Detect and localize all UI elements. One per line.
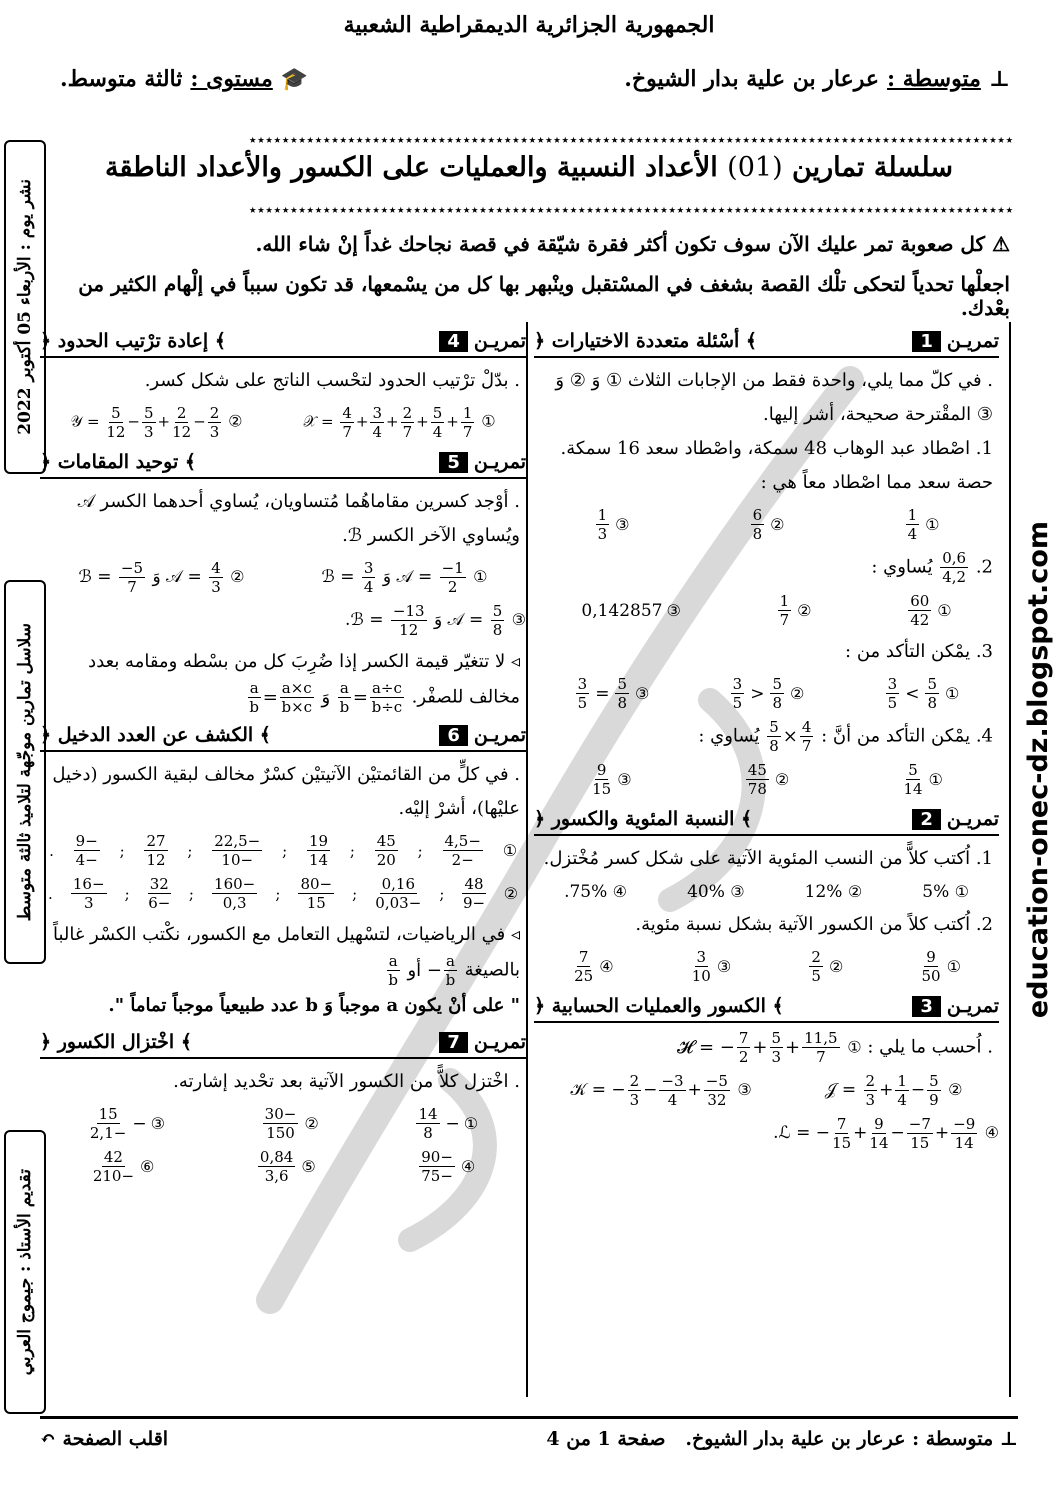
blog-url: education-onec-dz.blogspot.com bbox=[1022, 521, 1054, 1019]
pin-icon: ⊥ bbox=[988, 66, 1010, 92]
page-footer bbox=[40, 1416, 1018, 1459]
ex7-row-1: ① − $\frac{14}{8}$ ② $\frac{-30}{150}$ ③ − $\frac{15}{-2,1}$ bbox=[89, 1105, 479, 1142]
banner-series: سلسلة تمارين bbox=[792, 152, 953, 183]
ex1-q4-options: ① $\frac{5}{14}$ ② $\frac{45}{78}$ ③ $\frac{9}{15}$ bbox=[592, 761, 943, 798]
exercise-2-header: تمريـن 2 ﴾ النسبة المئوية والكسور ﴿ bbox=[534, 804, 999, 836]
ex2-q2: 2. اُكتب كلاً من الكسور الآتية بشكل نسبة مئوية. bbox=[635, 914, 993, 935]
graduation-cap-icon: 🎓 bbox=[280, 66, 309, 92]
level-value: ثالثة متوسط. bbox=[60, 66, 183, 92]
ex4-intro: . بدّلْ ترْتيب الحدود لتحْسب الناتج على شكل كسر. bbox=[144, 370, 520, 391]
ex1-intro: . في كلّ مما يلي، واحدة فقط من الإجابات الثلاث ① وَ ② وَ ③ المقْترحة صحيحة، أشر إليها. bbox=[555, 370, 993, 425]
turn-arrow-icon: ↶ bbox=[40, 1428, 56, 1450]
side-series: سلاسل تمارين موجّهة لتلاميذ ثالثة متوسط bbox=[15, 622, 35, 922]
turn-page-link[interactable]: اقلب الصفحة ↶ bbox=[40, 1428, 169, 1450]
warning-icon: ⚠ bbox=[992, 232, 1010, 256]
ex7-intro: . اخْتزل كلاًّ من الكسور الآتية بعد تحْديد إشارته. bbox=[173, 1071, 520, 1092]
exercise-7-header: تمريـن 7 ﴾ اخْتزال الكسور ﴿ bbox=[40, 1027, 526, 1059]
ex3-k-j: 𝒦 = − $\frac{2}{3}$ − $\frac{-3}{4}$ + $\frac{-5}{32}$ ③ 𝒥 = $\frac{2}{3}$ + $\frac{1}{4}$ − $\frac{5}{9}$ ② bbox=[570, 1072, 963, 1109]
page-number: صفحة 1 من 4 bbox=[546, 1428, 666, 1450]
side-author: تقديم الأستاذ : جيموج العربي bbox=[15, 1168, 35, 1376]
ex1-q3-options: $\frac{3}{5}$ = $\frac{5}{8}$ ③ $\frac{3}{5}$ > $\frac{5}{8}$ ② $\frac{3}{5}$ < $\frac{5}{8}$ ① bbox=[577, 675, 960, 712]
ex1-q1: 1. اصْطاد عبد الوهاب 48 سمكة، واصْطاد سعد 16 سمكة. حصة سعد مما اصْطاد معاً هي : bbox=[560, 438, 993, 493]
ex5-pairs-2: .ℬ = $\frac{-13}{12}$ وَ 𝒜 = $\frac{5}{8}$ ③ bbox=[345, 602, 526, 639]
exercise-3-header: تمريـن 3 ﴾ الكسور والعمليات الحسابية ﴿ bbox=[534, 991, 999, 1023]
ex5-intro: . أوْجد كسرين مقاماهُما مُتساويان، يُساوي أحدهما الكسر 𝒜 ويُساوي الآخر الكسر ℬ. bbox=[77, 491, 520, 546]
ex1-q2: 2. $\frac{0,6}{4,2}$ يُساوي : bbox=[871, 549, 993, 586]
ex6-intro: . في كلٍّ من القائمتيْن الآتيتيْن كسْرٌ مخالف لبقية الكسور (دخيل عليْها)، أشرْ إليْه. bbox=[52, 764, 520, 819]
intro-line-2: اجعلْها تحدياً لتحكى تلْك القصة بشغف في المسْتقبل وينْبهر بها كل من يسْمعها، قد تكون سبباً في إلْهام الكثير من بعْدك. bbox=[78, 272, 1010, 320]
exercise-4-header: تمريـن 4 ﴾ إعادة ترْتيب الحدود ﴿ bbox=[40, 326, 526, 358]
pin-icon: ⊥ bbox=[999, 1428, 1018, 1450]
right-column bbox=[534, 322, 1011, 1397]
ex6-rule: " على أنْ يكون a موجباً وَ b عدد طبيعياً موجباً تماماً ". bbox=[108, 995, 520, 1016]
left-column bbox=[40, 322, 528, 1397]
ex3-l: .ℒ = − $\frac{7}{15}$ + $\frac{9}{14}$ − $\frac{-7}{15}$ + $\frac{-9}{14}$ ④ bbox=[773, 1115, 999, 1152]
ex6-list-1: ① $\frac{-4,5}{-2}$ ; $\frac{45}{20}$ ; $\frac{19}{14}$ ; $\frac{-22,5}{-10}$ ; $\frac{27}{12}$ ; $\frac{-9}{-4}$ . bbox=[49, 832, 518, 869]
ex6-list-2: ② $\frac{48}{-9}$ ; $\frac{0,16}{-0,03}$ ; $\frac{-80}{15}$ ; $\frac{-160}{0,3}$ ; $\frac{32}{-6}$ ; $\frac{-16}{3}$ . bbox=[48, 875, 518, 912]
ex1-q1-options: ① $\frac{1}{4}$ ② $\frac{6}{8}$ ③ $\frac{1}{3}$ bbox=[597, 506, 940, 543]
ex1-q4: 4. يمْكن التأكد من أنَّ : $\frac{5}{8}$ × $\frac{4}{7}$ يُساوي : bbox=[698, 718, 993, 755]
banner-subtitle: الأعداد النسبية والعمليات على الكسور والأعداد الناطقة bbox=[105, 152, 718, 183]
level-line bbox=[60, 66, 308, 92]
exercise-1-header: تمريـن 1 ﴾ أسْئلة متعددة الاختيارات ﴿ bbox=[534, 326, 999, 358]
side-date: نشر يوم : الأربعاء 05 أكتوبر 2022 bbox=[15, 179, 35, 435]
ex2-q1: 1. اُكتب كلاًّ من النسب المئوية الآتية على شكل كسر مُخْتزل. bbox=[543, 848, 993, 869]
exercise-number: 1 bbox=[912, 331, 941, 352]
intro-line-1: ⚠ كل صعوبة تمر عليك الآن سوف تكون أكثر فقرة شيّقة في قصة نجاحك غداً إنْ شاء الله. bbox=[255, 232, 1010, 256]
ex4-expressions: 𝒴 = $\frac{5}{12}$ − $\frac{5}{3}$ + $\frac{2}{12}$ − $\frac{2}{3}$ ② 𝒳 = $\frac{4}{7}$ + $\frac{3}{4}$ + $\frac{2}{7}$ + $\frac{5}{4}$ + $\frac{1}{7}$ ① bbox=[70, 404, 496, 441]
ex1-q3: 3. يمْكن التأكد من : bbox=[845, 641, 993, 662]
ex6-note: ◃ في الرياضيات، لتسْهيل التعامل مع الكسور، نكْتب الكسْر غالباً بالصيغة $\frac{a}{b}$ أو − $\frac{a}{b}$ bbox=[53, 924, 520, 989]
stars-border-bottom: ★★★★★★★★★★★★★★★★★★★★★★★★★★★★★★★★★★★★★★★★★★★★★★★★★★★★★★★★★★★★★★★★★★★★★★★★★★★★★★★★★★★★★★★★★★★★★ bbox=[249, 202, 1014, 216]
republic-title: الجمهورية الجزائرية الديمقراطية الشعبية bbox=[343, 12, 715, 38]
footer-school: ⊥ متوسطة : عرعار بن علية بدار الشيوخ. صفحة 1 من 4 bbox=[546, 1428, 1018, 1450]
ex3-h: . اُحسب ما يلي : ① 𝓗 = − $\frac{7}{2}$ + $\frac{5}{3}$ + $\frac{11,5}{7}$ bbox=[677, 1029, 993, 1066]
exercise-6-header: تمريـن 6 ﴾ الكشف عن العدد الدخيل ﴿ bbox=[40, 720, 526, 752]
exercise-5-header: تمريـن 5 ﴾ توحيد المقامات ﴿ bbox=[40, 447, 526, 479]
ex2-q2-options: ① $\frac{9}{50}$ ② $\frac{2}{5}$ ③ $\frac{3}{10}$ ④ $\frac{7}{25}$ bbox=[574, 948, 961, 985]
ex1-q2-options: ① $\frac{60}{42}$ ② $\frac{1}{7}$ ③ 0,142857 bbox=[581, 592, 952, 629]
school-line bbox=[624, 66, 1010, 92]
level-label: مستوى : bbox=[190, 66, 273, 92]
ex5-pairs-1: ℬ = $\frac{-5}{7}$ وَ 𝒜 = $\frac{4}{3}$ ② ℬ = $\frac{3}{4}$ وَ 𝒜 = $\frac{-1}{2}$ ① bbox=[78, 559, 488, 596]
ex5-note: ◃ لا تتغيّر قيمة الكسر إذا ضُرِبَ كل من بسْطه ومقامه بعدد مخالف للصفْر. $\frac{a}{b}$ = $\frac{a\times c}{b\times c}$ وَ $\frac{a}{b}$ = $\frac{a\div c}{b\div c}$ bbox=[88, 651, 520, 716]
exercise-1-title: ﴾ أسْئلة متعددة الاختيارات ﴿ bbox=[534, 330, 758, 352]
school-label: متوسطة : bbox=[887, 66, 981, 92]
banner-title bbox=[100, 152, 958, 183]
banner-number: (01) bbox=[727, 152, 783, 183]
school-name: عرعار بن علية بدار الشيوخ. bbox=[624, 66, 880, 92]
ex2-q1-options: ① 5% ② 12% ③ 40% ④ 75%. bbox=[564, 882, 969, 902]
stars-border-top: ★★★★★★★★★★★★★★★★★★★★★★★★★★★★★★★★★★★★★★★★★★★★★★★★★★★★★★★★★★★★★★★★★★★★★★★★★★★★★★★★★★★★★★★★★★★★★ bbox=[249, 132, 1014, 146]
ex7-row-2: ④ $\frac{-90}{-75}$ ⑤ $\frac{0,84}{3,6}$ ⑥ $\frac{42}{-210}$ bbox=[92, 1148, 476, 1185]
